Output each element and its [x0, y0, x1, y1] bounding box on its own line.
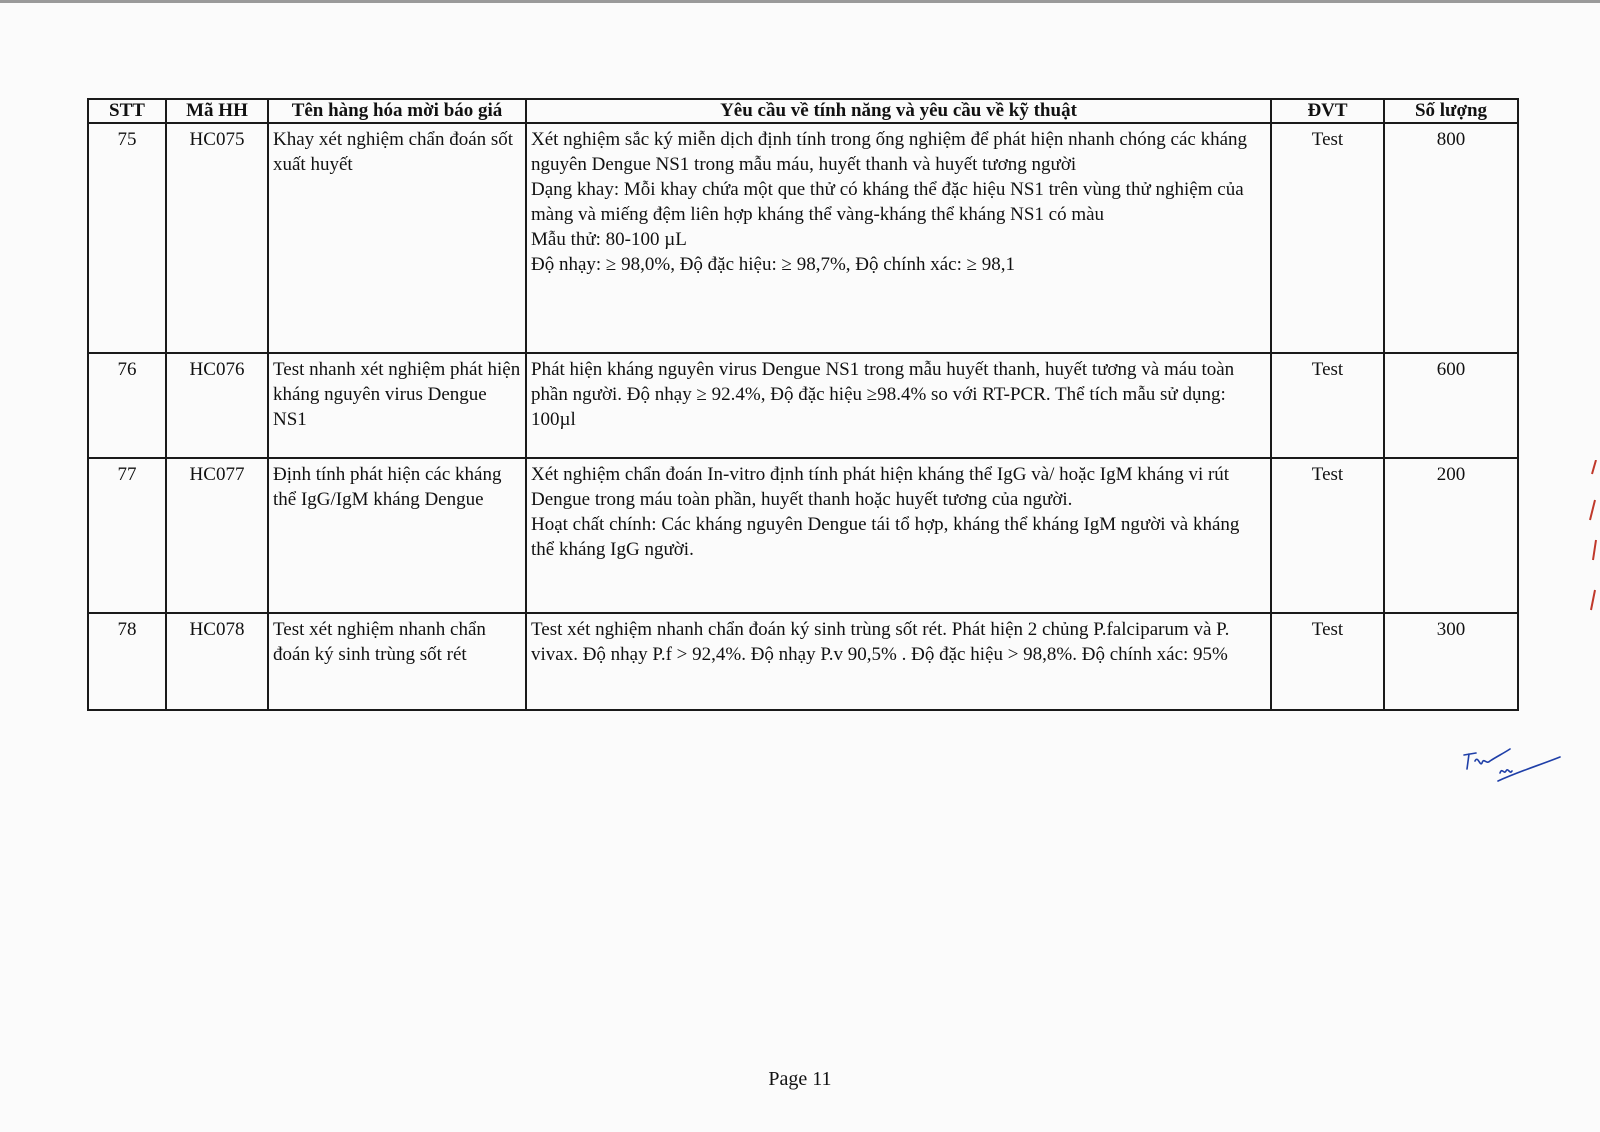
header-name: Tên hàng hóa mời báo giá: [268, 99, 526, 123]
row-code: HC076: [166, 353, 268, 458]
row-spec: [526, 353, 1271, 458]
row-spec: [526, 458, 1271, 613]
header-unit: ĐVT: [1271, 99, 1384, 123]
page-edge-marks: [1586, 460, 1598, 630]
scan-top-edge: [0, 0, 1600, 3]
spec-line: Xét nghiệm chẩn đoán In-vitro định tính phát hiện kháng thể IgG và/ hoặc IgM kháng vi rút Dengue trong máu toàn phần, huyết thanh hoặc huyết tương của người.: [531, 464, 1230, 510]
row-name: Định tính phát hiện các kháng thể IgG/IgM kháng Dengue: [268, 458, 526, 613]
row-qty: 300: [1384, 613, 1518, 710]
row-code: HC075: [166, 123, 268, 353]
handwritten-signature: [1460, 745, 1570, 795]
row-stt: 75: [88, 123, 166, 353]
spec-line: Phát hiện kháng nguyên virus Dengue NS1 trong mẫu huyết thanh, huyết tương và máu toàn phần người. Độ nhạy ≥ 92.4%, Độ đặc hiệu ≥98.4% so với RT-PCR. Thể tích mẫu sử dụng: 100µl: [531, 359, 1235, 430]
table-row: [88, 353, 1518, 458]
page-number: Page 11: [768, 1068, 832, 1090]
row-code: HC078: [166, 613, 268, 710]
row-spec: [526, 613, 1271, 710]
header-qty: Số lượng: [1384, 99, 1518, 123]
spec-line: Test xét nghiệm nhanh chẩn đoán ký sinh trùng sốt rét. Phát hiện 2 chủng P.falciparum và P. vivax. Độ nhạy P.f > 92,4%. Độ nhạy P.v 90,5% . Độ đặc hiệu > 98,8%. Độ chính xác: 95%: [531, 619, 1230, 665]
row-name: Test nhanh xét nghiệm phát hiện kháng nguyên virus Dengue NS1: [268, 353, 526, 458]
spec-line: Dạng khay: Mỗi khay chứa một que thử có kháng thể đặc hiệu NS1 trên vùng thử nghiệm của màng và miếng đệm liên hợp kháng thể vàng-kháng thể kháng NS1 có màu: [531, 179, 1244, 225]
row-stt: 76: [88, 353, 166, 458]
header-spec: Yêu cầu về tính năng và yêu cầu về kỹ thuật: [526, 99, 1271, 123]
spec-line: Hoạt chất chính: Các kháng nguyên Dengue tái tổ hợp, kháng thể kháng IgM người và kháng thể kháng IgG người.: [531, 514, 1240, 560]
table-row: [88, 123, 1518, 353]
spec-line: Độ nhạy: ≥ 98,0%, Độ đặc hiệu: ≥ 98,7%, Độ chính xác: ≥ 98,1: [531, 254, 1016, 275]
spec-line: Xét nghiệm sắc ký miễn dịch định tính trong ống nghiệm để phát hiện nhanh chóng các kháng nguyên Dengue NS1 trong mẫu máu, huyết thanh và huyết tương người: [531, 129, 1248, 175]
header-stt: STT: [88, 99, 166, 123]
row-qty: 600: [1384, 353, 1518, 458]
row-stt: 77: [88, 458, 166, 613]
row-spec: [526, 123, 1271, 353]
row-qty: 800: [1384, 123, 1518, 353]
spec-line: Mẫu thử: 80-100 µL: [531, 229, 687, 250]
table-row: [88, 458, 1518, 613]
row-unit: Test: [1271, 613, 1384, 710]
table-row: [88, 613, 1518, 710]
quotation-table: [87, 98, 1519, 711]
row-code: HC077: [166, 458, 268, 613]
header-code: Mã HH: [166, 99, 268, 123]
row-name: Test xét nghiệm nhanh chẩn đoán ký sinh trùng sốt rét: [268, 613, 526, 710]
row-unit: Test: [1271, 458, 1384, 613]
row-unit: Test: [1271, 123, 1384, 353]
row-name: Khay xét nghiệm chẩn đoán sốt xuất huyết: [268, 123, 526, 353]
row-qty: 200: [1384, 458, 1518, 613]
row-stt: 78: [88, 613, 166, 710]
row-unit: Test: [1271, 353, 1384, 458]
table-header-row: [88, 99, 1518, 123]
